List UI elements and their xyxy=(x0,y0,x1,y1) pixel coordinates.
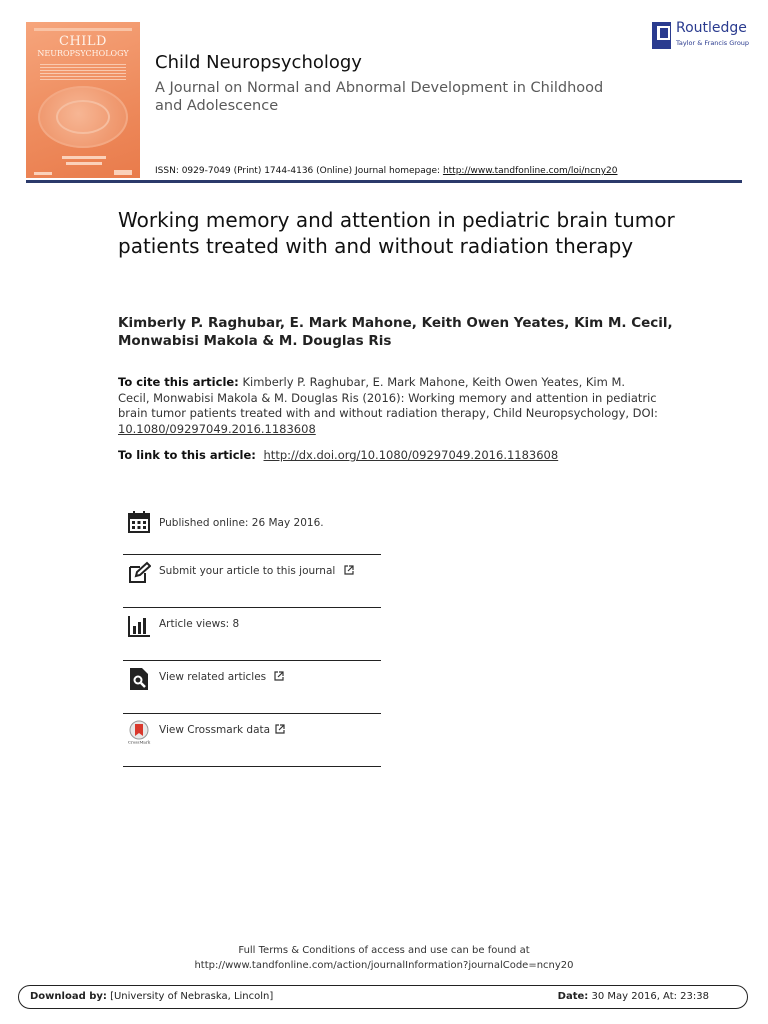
calendar-icon xyxy=(127,510,151,534)
published-online-text: Published online: 26 May 2016. xyxy=(159,517,324,529)
related-articles-label: View related articles xyxy=(159,671,267,683)
article-doi-link[interactable]: http://dx.doi.org/10.1080/09297049.2016.1183608 xyxy=(263,448,559,462)
cite-label: To cite this article: xyxy=(118,375,239,389)
journal-title: Child Neuropsychology xyxy=(155,52,362,73)
article-link-line xyxy=(118,448,558,462)
published-online-row xyxy=(123,506,381,555)
download-by-label: Download by: xyxy=(30,991,107,1002)
download-info-bar xyxy=(18,985,748,1009)
journal-homepage-link[interactable]: http://www.tandfonline.com/loi/ncny20 xyxy=(442,166,618,176)
edit-icon xyxy=(127,561,151,585)
header-divider xyxy=(26,180,742,183)
issn-line xyxy=(155,166,618,176)
article-views-row xyxy=(123,608,381,661)
article-title: Working memory and attention in pediatric brain tumor patients treated with and without radiation therapy xyxy=(118,208,675,258)
crossmark-caption: CrossMark xyxy=(127,739,151,744)
download-by xyxy=(30,991,273,1002)
external-link-icon xyxy=(275,724,285,734)
journal-cover-image xyxy=(26,22,140,178)
link-label: To link to this article: xyxy=(118,448,256,462)
cover-title-line1: CHILD xyxy=(59,34,107,49)
publisher-name: Routledge xyxy=(676,20,747,36)
external-link-icon xyxy=(274,671,284,681)
article-authors: Kimberly P. Raghubar, E. Mark Mahone, Keith Owen Yeates, Kim M. Cecil, Monwabisi Makola & M. Douglas Ris xyxy=(118,315,673,349)
cite-doi-link[interactable]: 10.1080/09297049.2016.1183608 xyxy=(118,421,316,436)
terms-line1: Full Terms & Conditions of access and use can be found at xyxy=(238,945,530,956)
submit-article-text xyxy=(159,565,354,577)
crossmark-icon xyxy=(127,720,151,744)
cover-title-line2: NEUROPSYCHOLOGY xyxy=(37,49,129,58)
terms-and-conditions xyxy=(0,943,768,973)
related-articles-text xyxy=(159,671,284,683)
publisher-group: Taylor & Francis Group xyxy=(676,39,750,47)
terms-url[interactable]: http://www.tandfonline.com/action/journalInformation?journalCode=ncny20 xyxy=(194,960,574,971)
crossmark-label: View Crossmark data xyxy=(159,724,271,736)
bar-chart-icon xyxy=(127,614,151,638)
document-search-icon xyxy=(127,667,151,691)
brain-illustration xyxy=(38,86,128,148)
submit-article-label: Submit your article to this journal xyxy=(159,565,336,577)
download-by-value: [University of Nebraska, Lincoln] xyxy=(110,991,274,1002)
journal-subtitle: A Journal on Normal and Abnormal Development in Childhood and Adolescence xyxy=(155,80,604,114)
download-date xyxy=(558,991,709,1002)
article-views-text: Article views: 8 xyxy=(159,618,240,630)
external-link-icon xyxy=(344,565,354,575)
download-date-value: 30 May 2016, At: 23:38 xyxy=(591,991,709,1002)
download-date-label: Date: xyxy=(557,991,589,1002)
citation-block xyxy=(118,375,658,437)
related-articles-row[interactable] xyxy=(123,661,381,714)
crossmark-row[interactable] xyxy=(123,714,381,767)
routledge-logo-icon xyxy=(652,22,671,49)
cite-text: Kimberly P. Raghubar, E. Mark Mahone, Keith Owen Yeates, Kim M. Cecil, Monwabisi Makola & M. Douglas Ris (2016): Working memory and attention in pediatric brain tumor patients treated with and without radiation therapy, Child Neuropsychology, DOI: xyxy=(118,375,658,420)
submit-article-row[interactable] xyxy=(123,555,381,608)
issn-text: ISSN: 0929-7049 (Print) 1744-4136 (Online) Journal homepage: xyxy=(155,166,441,176)
article-info-list xyxy=(123,506,381,767)
crossmark-text xyxy=(159,724,285,736)
